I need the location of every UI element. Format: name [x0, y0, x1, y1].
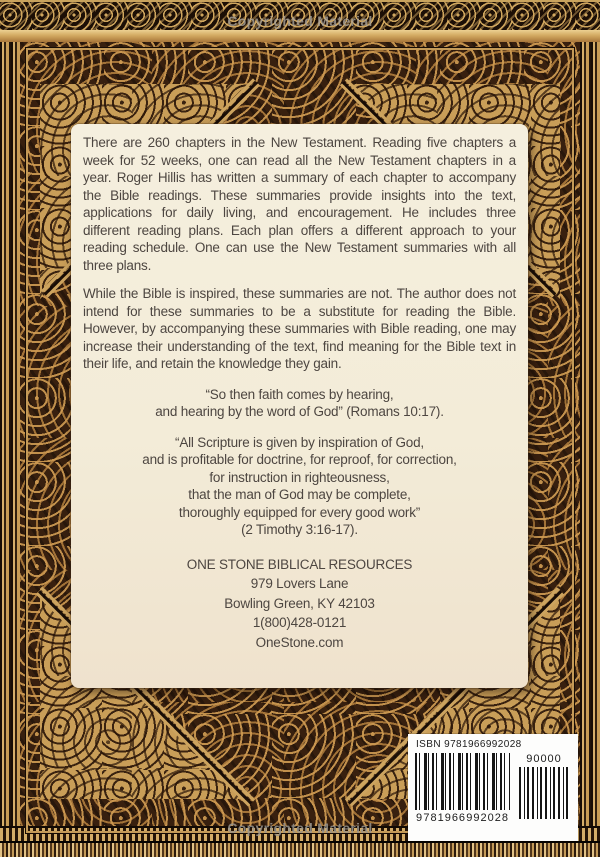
publisher-name: ONE STONE BIBLICAL RESOURCES: [186, 556, 413, 572]
description-panel: [71, 124, 528, 688]
publisher-address-line2: Bowling Green, KY 42103: [224, 595, 375, 611]
ean-barcode-digits: [415, 812, 510, 824]
right-edge-stripes: [580, 42, 600, 843]
publisher-address-line1: 979 Lovers Lane: [250, 576, 349, 591]
quote-line: that the man of God may be complete,: [188, 487, 411, 502]
ean-digit-group: 781966: [423, 812, 467, 824]
description-paragraph-1: There are 260 chapters in the New Testament. Reading five chapters a week for 52 weeks, one can read all the New Testament chapters in a year. Roger Hillis has written a summary of each chapter to accompany the Bible readings. These summaries provide insights into the text, applications for daily living, and encouragement. He includes three different reading plans. Each plan offers a different approach to your reading schedule. One can use the New Testament summaries with all three plans.: [83, 135, 516, 273]
description-paragraph-2: While the Bible is inspired, these summaries are not. The author does not intend for these summaries to be a substitute for reading the Bible. However, by accompanying these summaries with Bible reading, one may increase their understanding of the text, find meaning for the Bible text in their life, and retain the knowledge they gain.: [83, 286, 516, 371]
ean-barcode: [415, 753, 510, 824]
scripture-quote-romans: [83, 386, 516, 421]
publisher-phone: 1(800)428-0121: [252, 615, 347, 630]
quote-line: (2 Timothy 3:16-17).: [241, 522, 358, 537]
price-supplement-bars: [519, 767, 569, 819]
ean-barcode-bars: [415, 753, 510, 810]
left-edge-stripes: [0, 42, 20, 843]
ean-digit-group: 992028: [466, 812, 509, 824]
top-ornate-band: [0, 0, 600, 32]
publisher-website: OneStone.com: [255, 634, 344, 650]
quote-line: “So then faith comes by hearing,: [205, 386, 394, 402]
ean-digit-group: 9: [416, 812, 424, 824]
scripture-quote-timothy: [83, 434, 516, 539]
isbn-label: ISBN 9781966992028: [416, 739, 522, 750]
barcode-box: [408, 734, 578, 841]
price-code: 90000: [526, 753, 562, 765]
quote-line: and is profitable for doctrine, for reproof, for correction,: [142, 452, 457, 467]
quote-line: thoroughly equipped for every good work”: [178, 504, 421, 520]
publisher-block: [83, 555, 516, 653]
page-edge-stripes: [0, 841, 600, 857]
barcode-row: [415, 753, 571, 824]
quote-line: for instruction in righteousness,: [209, 469, 390, 485]
price-supplement-barcode: [519, 753, 569, 819]
quote-line: and hearing by the word of God” (Romans 10:17).: [155, 404, 444, 419]
copyright-watermark-top: Copyrighted Material: [227, 13, 373, 29]
quote-line: “All Scripture is given by inspiration of God,: [175, 434, 424, 450]
copyright-watermark-bottom: Copyrighted Material: [227, 820, 373, 836]
